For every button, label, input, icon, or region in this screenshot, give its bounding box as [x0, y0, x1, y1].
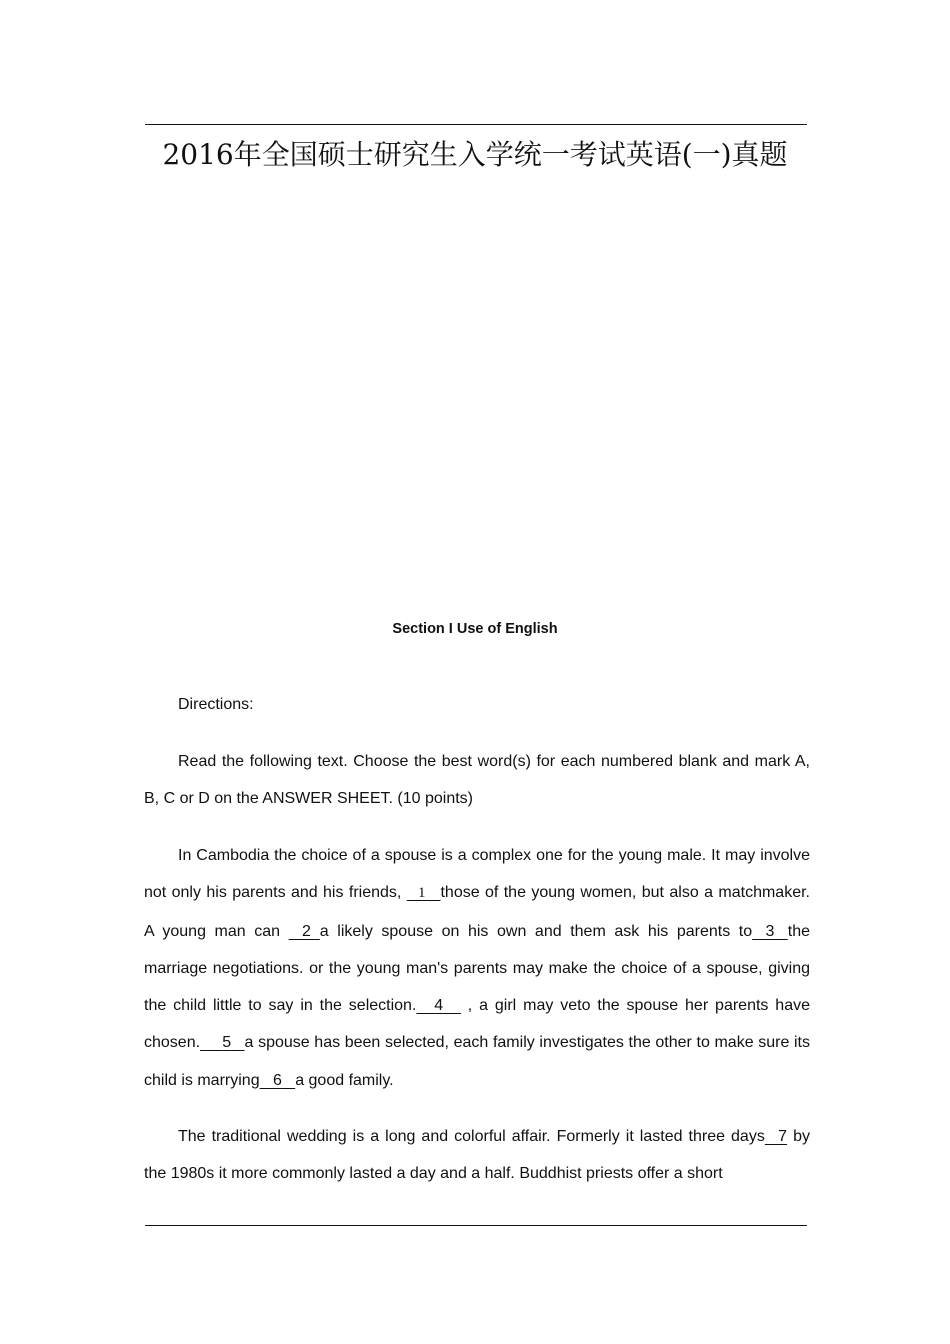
blank-3: 3: [765, 922, 775, 940]
blank-4: 4: [434, 997, 444, 1015]
document-title: 2016年全国硕士研究生入学统一考试英语(一)真题: [162, 138, 788, 171]
passage-paragraph-2: [144, 1118, 810, 1193]
passage-text: a likely spouse on his own and them ask his parents to: [319, 922, 753, 940]
passage-paragraph-1: [144, 837, 810, 1099]
passage-text: the marriage negotiations. or the young man's parents may make the choice of a spouse, giving the child little to say in the selection.: [144, 922, 810, 1015]
blank-7: 7: [778, 1128, 788, 1145]
passage-text: In Cambodia the choice of a spouse is a complex one for the young male. It may involve not only his parents and his friends,: [144, 847, 810, 902]
passage-text: those of the young women, but also a matchmaker. A young man can: [144, 884, 810, 940]
section-heading: Section I Use of English: [392, 621, 558, 637]
blank-2: 2: [301, 922, 311, 940]
passage-text: , a girl may veto the spouse her parents have chosen.: [144, 997, 811, 1052]
passage-text: a good family.: [295, 1071, 394, 1089]
directions-text: Read the following text. Choose the best word(s) for each numbered blank and mark A, B, C or D on the ANSWER SHEET. (10 points): [144, 753, 810, 808]
blank-5: 5: [222, 1034, 232, 1052]
bottom-rule: [145, 1225, 807, 1226]
passage-text: The traditional wedding is a long and colorful affair. Formerly it lasted three days: [178, 1128, 765, 1145]
top-rule: [145, 124, 807, 125]
passage-text: by the 1980s it more commonly lasted a day and a half. Buddhist priests offer a short: [144, 1128, 811, 1183]
passage-text: a spouse has been selected, each family investigates the other to make sure its child is marrying: [144, 1034, 810, 1089]
directions-label: Directions:: [178, 696, 254, 713]
blank-1: 1: [417, 885, 426, 902]
blank-6: 6: [272, 1071, 282, 1089]
